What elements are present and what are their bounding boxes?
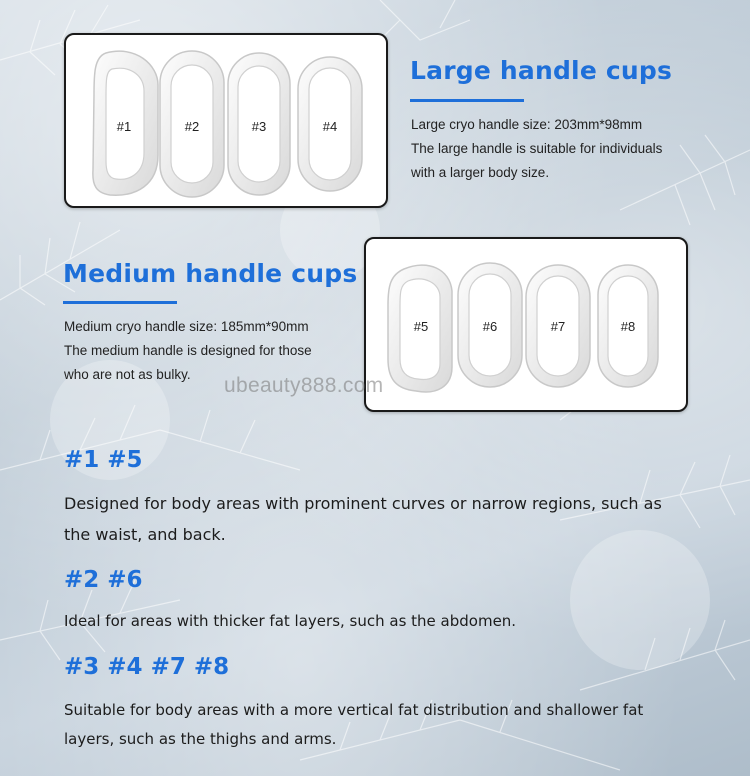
large-cup-label-4: #4 — [322, 119, 338, 134]
section-text-line: Designed for body areas with prominent curves or narrow regions, such as — [64, 494, 662, 513]
medium-cup-label-7: #7 — [550, 319, 566, 334]
watermark: ubeauty888.com — [224, 374, 384, 397]
large-description-line: with a larger body size. — [411, 165, 550, 180]
section-text-line: Suitable for body areas with a more vertical fat distribution and shallower fat — [64, 701, 644, 719]
medium-description-line: who are not as bulky. — [64, 367, 191, 382]
medium-cup-label-8: #8 — [620, 319, 636, 334]
medium-title-underline — [63, 301, 177, 304]
large-cups-illustration — [66, 35, 386, 206]
medium-cup-5 — [388, 265, 452, 392]
large-cup-label-2: #2 — [184, 119, 200, 134]
medium-cups-illustration — [366, 239, 686, 410]
large-cups-image-panel — [64, 33, 388, 208]
section-heading-2-6: #2 #6 — [64, 567, 143, 593]
section-text-line: Ideal for areas with thicker fat layers, such as the abdomen. — [64, 612, 517, 630]
medium-cup-8 — [598, 265, 658, 387]
medium-cup-label-6: #6 — [482, 319, 498, 334]
large-cup-label-1: #1 — [116, 119, 132, 134]
large-title-underline — [410, 99, 524, 102]
large-size-line: Large cryo handle size: 203mm*98mm — [411, 117, 643, 132]
large-cup-2 — [160, 51, 224, 197]
section-text-1-5 — [64, 488, 662, 550]
medium-cups-title: Medium handle cups — [63, 259, 358, 288]
large-cups-title: Large handle cups — [410, 56, 673, 85]
section-text-line: the waist, and back. — [64, 525, 226, 544]
large-cup-4 — [298, 57, 362, 191]
medium-description-line: The medium handle is designed for those — [64, 343, 312, 358]
large-description-line: The large handle is suitable for individuals — [411, 141, 663, 156]
section-heading-3-4-7-8: #3 #4 #7 #8 — [64, 654, 230, 680]
large-cup-label-3: #3 — [251, 119, 267, 134]
medium-cup-7 — [526, 265, 590, 387]
medium-cup-label-5: #5 — [413, 319, 429, 334]
section-heading-1-5: #1 #5 — [64, 447, 143, 473]
medium-size-line: Medium cryo handle size: 185mm*90mm — [64, 319, 309, 334]
section-text-3-4-7-8 — [64, 696, 643, 754]
medium-cup-6 — [458, 263, 522, 387]
large-cup-3 — [228, 53, 290, 195]
large-cups-description — [411, 113, 662, 185]
section-text-line: layers, such as the thighs and arms. — [64, 730, 337, 748]
large-cup-1 — [93, 51, 158, 195]
section-text-2-6 — [64, 607, 516, 636]
medium-cups-image-panel — [364, 237, 688, 412]
